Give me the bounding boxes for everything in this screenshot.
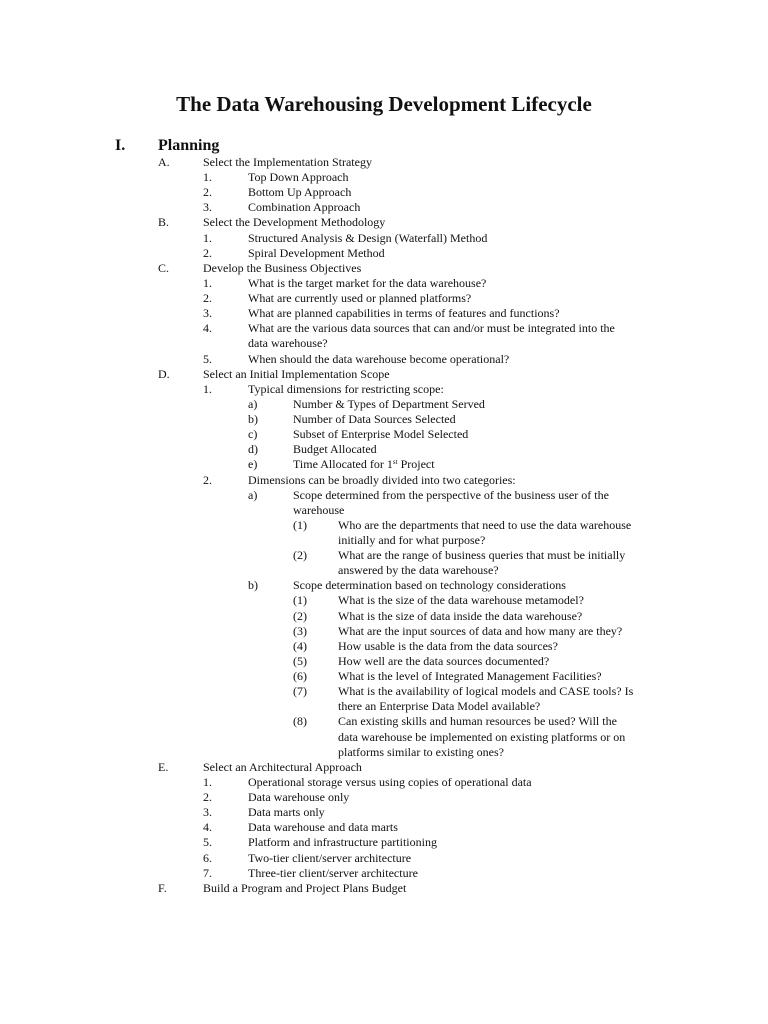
outline-text [293, 503, 344, 518]
section-marker: I. [115, 137, 126, 154]
outline-marker: a) [248, 487, 258, 502]
outline-text-main: Number of Data Sources Selected [293, 412, 456, 427]
outline-marker: (7) [293, 684, 307, 699]
outline-line [0, 321, 768, 336]
outline-text [248, 790, 349, 805]
outline-line [0, 639, 768, 654]
outline-line [0, 367, 768, 382]
outline-line [0, 382, 768, 397]
outline-text-main: Scope determination based on technology considerations [293, 578, 566, 593]
outline-text [338, 518, 631, 533]
outline-text [248, 276, 486, 291]
outline-text [248, 835, 437, 850]
outline-text-main: When should the data warehouse become operational? [248, 351, 510, 366]
outline-text [338, 669, 602, 684]
outline-line [0, 518, 768, 533]
outline-text [248, 231, 487, 246]
document-title: The Data Warehousing Development Lifecycle [176, 92, 592, 116]
outline-marker: a) [248, 396, 258, 411]
outline-marker: 3. [203, 805, 212, 820]
outline-text [248, 820, 398, 835]
outline-line [0, 291, 768, 306]
outline-text-main: data warehouse? [248, 336, 328, 351]
section-title: Planning [158, 137, 220, 154]
outline-line [0, 609, 768, 624]
outline-line [0, 336, 768, 351]
outline-marker: (8) [293, 714, 307, 729]
outline-text-main: Develop the Business Objectives [203, 260, 362, 275]
outline-line [0, 684, 768, 699]
outline-text-main: What is the level of Integrated Management Facilities? [338, 669, 602, 684]
outline-marker: D. [158, 366, 170, 381]
outline-line [0, 593, 768, 608]
outline-line [0, 246, 768, 261]
outline-marker: e) [248, 457, 258, 472]
outline-text [293, 578, 566, 593]
outline-marker: 1. [203, 774, 212, 789]
outline-text-main: What are planned capabilities in terms of features and functions? [248, 306, 560, 321]
outline-text-main: Select the Implementation Strategy [203, 155, 372, 169]
outline-marker: 2. [203, 472, 212, 487]
outline-text [338, 563, 499, 578]
outline-text-main: data warehouse be implemented on existing platforms or on [338, 729, 626, 744]
outline-marker: d) [248, 442, 258, 457]
outline-text [338, 745, 504, 760]
outline-text-main: Select the Development Methodology [203, 215, 386, 230]
outline-line [0, 442, 768, 457]
outline-text [338, 593, 584, 608]
outline-text-main: Budget Allocated [293, 442, 377, 457]
outline-text-main: Who are the departments that need to use the data warehouse [338, 517, 632, 532]
outline-marker: 1. [203, 381, 212, 396]
outline-line [0, 790, 768, 805]
outline-line [0, 669, 768, 684]
outline-marker: 1. [203, 230, 212, 245]
outline-line [0, 745, 768, 760]
outline-text-main: Data marts only [248, 805, 325, 820]
outline-text-main: What is the size of the data warehouse metamodel? [338, 593, 584, 608]
outline-marker: b) [248, 412, 258, 427]
outline-text [338, 654, 549, 669]
outline-line [0, 261, 768, 276]
outline-line [0, 835, 768, 850]
outline-text-main: Select an Initial Implementation Scope [203, 366, 390, 381]
outline-line [0, 185, 768, 200]
outline-text [338, 533, 485, 548]
outline-line [0, 699, 768, 714]
outline-line [0, 457, 768, 472]
outline-text-main: How usable is the data from the data sources? [338, 638, 558, 653]
outline-line [0, 760, 768, 775]
outline-text [338, 609, 582, 624]
outline-text-after: Project [397, 457, 435, 472]
outline-line [0, 730, 768, 745]
outline-text [248, 352, 509, 367]
outline-marker: B. [158, 215, 170, 230]
outline-text [338, 714, 617, 729]
outline-marker: 2. [203, 790, 212, 805]
outline-text [338, 639, 558, 654]
outline-marker: (1) [293, 517, 307, 532]
outline-text-main: Spiral Development Method [248, 245, 385, 260]
outline-text [248, 473, 516, 488]
outline-text-main: platforms similar to existing ones? [338, 744, 504, 759]
outline-text-main: Build a Program and Project Plans Budget [203, 880, 407, 895]
outline-text-main: Top Down Approach [248, 170, 349, 185]
outline-text-main: Select an Architectural Approach [203, 759, 362, 774]
outline-text-main: Subset of Enterprise Model Selected [293, 427, 469, 442]
outline-text [248, 805, 325, 820]
outline-text [248, 291, 471, 306]
outline-text-main: What is the size of data inside the data warehouse? [338, 608, 583, 623]
outline-text [293, 397, 485, 412]
outline-text [248, 382, 444, 397]
outline-line [0, 714, 768, 729]
outline-text-main: Can existing skills and human resources be used? Will the [338, 714, 617, 729]
outline-line [0, 427, 768, 442]
outline-marker: E. [158, 759, 169, 774]
outline-text [248, 866, 418, 881]
outline-marker: (2) [293, 548, 307, 563]
outline-marker: 2. [203, 291, 212, 306]
outline-marker: 4. [203, 321, 212, 336]
outline-line [0, 412, 768, 427]
outline-text-main: Number & Types of Department Served [293, 396, 485, 411]
outline-text-main: Structured Analysis & Design (Waterfall) Method [248, 230, 488, 245]
outline-text-main: Bottom Up Approach [248, 185, 352, 200]
outline-line [0, 170, 768, 185]
outline-text [203, 367, 390, 382]
outline-marker: 1. [203, 275, 212, 290]
outline-marker: c) [248, 427, 258, 442]
outline-line [0, 352, 768, 367]
outline-text-main: Data warehouse and data marts [248, 820, 398, 835]
outline-marker: 2. [203, 185, 212, 200]
outline-marker: b) [248, 578, 258, 593]
outline-line [0, 276, 768, 291]
outline-text [248, 321, 615, 336]
outline-text-main: warehouse [293, 502, 345, 517]
ordinal-superscript: st [392, 458, 398, 467]
outline-line [0, 548, 768, 563]
outline-text [203, 155, 372, 170]
outline-text-main: What is the availability of logical models and CASE tools? Is [338, 684, 634, 699]
outline-line [0, 563, 768, 578]
outline-marker: 7. [203, 865, 212, 880]
outline-marker: 5. [203, 835, 212, 850]
outline-text [338, 684, 633, 699]
outline-text [248, 775, 532, 790]
outline-text [248, 200, 360, 215]
outline-line [0, 306, 768, 321]
outline-text-main: Dimensions can be broadly divided into two categories: [248, 472, 516, 487]
outline-line [0, 533, 768, 548]
outline-text-main: Scope determined from the perspective of the business user of the [293, 487, 609, 502]
outline-text-main: What are the input sources of data and how many are they? [338, 623, 623, 638]
outline-text [248, 170, 348, 185]
outline-marker: (3) [293, 623, 307, 638]
outline-text [203, 261, 361, 276]
outline-line [0, 488, 768, 503]
outline-marker: C. [158, 260, 170, 275]
outline-text [293, 488, 609, 503]
outline-text-main: What are currently used or planned platforms? [248, 291, 472, 306]
outline-text [293, 412, 456, 427]
outline-marker: 2. [203, 245, 212, 260]
outline-text-main: Operational storage versus using copies of operational data [248, 774, 532, 789]
outline-text [248, 336, 328, 351]
outline-text [203, 881, 406, 896]
outline-text [338, 624, 622, 639]
outline-marker: 3. [203, 200, 212, 215]
outline-text [338, 730, 625, 745]
outline-text-main: initially and for what purpose? [338, 533, 486, 547]
outline-line [0, 866, 768, 881]
outline-text-main: How well are the data sources documented? [338, 653, 550, 668]
outline-text-main: What are the range of business queries that must be initially [338, 548, 626, 563]
outline-marker: 6. [203, 850, 212, 865]
outline-marker: (6) [293, 669, 307, 684]
outline-text [293, 427, 468, 442]
outline-text-main: What are the various data sources that can and/or must be integrated into the [248, 321, 615, 336]
outline-line [0, 805, 768, 820]
outline-marker: (1) [293, 593, 307, 608]
outline-text [248, 851, 411, 866]
outline-marker: (4) [293, 638, 307, 653]
outline-text [248, 306, 560, 321]
outline-text [248, 246, 385, 261]
outline-text [338, 699, 540, 714]
outline-text-main: Two-tier client/server architecture [248, 850, 412, 865]
outline-line [0, 231, 768, 246]
outline-text [293, 457, 435, 472]
outline-line [0, 155, 768, 170]
outline-line [0, 503, 768, 518]
outline-line [0, 624, 768, 639]
outline-line [0, 473, 768, 488]
outline-text [338, 548, 625, 563]
outline-line [0, 775, 768, 790]
outline-line [0, 820, 768, 835]
outline-text-main: Data warehouse only [248, 790, 350, 805]
outline-marker: 1. [203, 170, 212, 185]
outline-text-main: answered by the data warehouse? [338, 563, 499, 578]
outline-text-main: Combination Approach [248, 200, 361, 215]
outline-marker: F. [158, 880, 167, 895]
outline-text-main: What is the target market for the data warehouse? [248, 275, 487, 290]
outline-line [0, 654, 768, 669]
outline-line [0, 200, 768, 215]
outline-marker: 4. [203, 820, 212, 835]
outline-text [203, 215, 385, 230]
outline-text [248, 185, 351, 200]
outline-line [0, 215, 768, 230]
outline-text-main: Time Allocated for 1 [293, 457, 393, 472]
outline-text-main: Platform and infrastructure partitioning [248, 835, 437, 850]
outline-text-main: Three-tier client/server architecture [248, 865, 418, 880]
outline-line [0, 578, 768, 593]
outline-marker: (5) [293, 653, 307, 668]
outline-text-main: Typical dimensions for restricting scope: [248, 381, 444, 396]
outline-line [0, 851, 768, 866]
outline-marker: 5. [203, 351, 212, 366]
outline-text [203, 760, 362, 775]
outline-marker: 3. [203, 306, 212, 321]
outline-marker: A. [158, 155, 170, 169]
outline-line [0, 397, 768, 412]
outline-text-main: there an Enterprise Data Model available? [338, 699, 541, 714]
outline-line [0, 881, 768, 896]
outline-text [293, 442, 377, 457]
outline-marker: (2) [293, 608, 307, 623]
